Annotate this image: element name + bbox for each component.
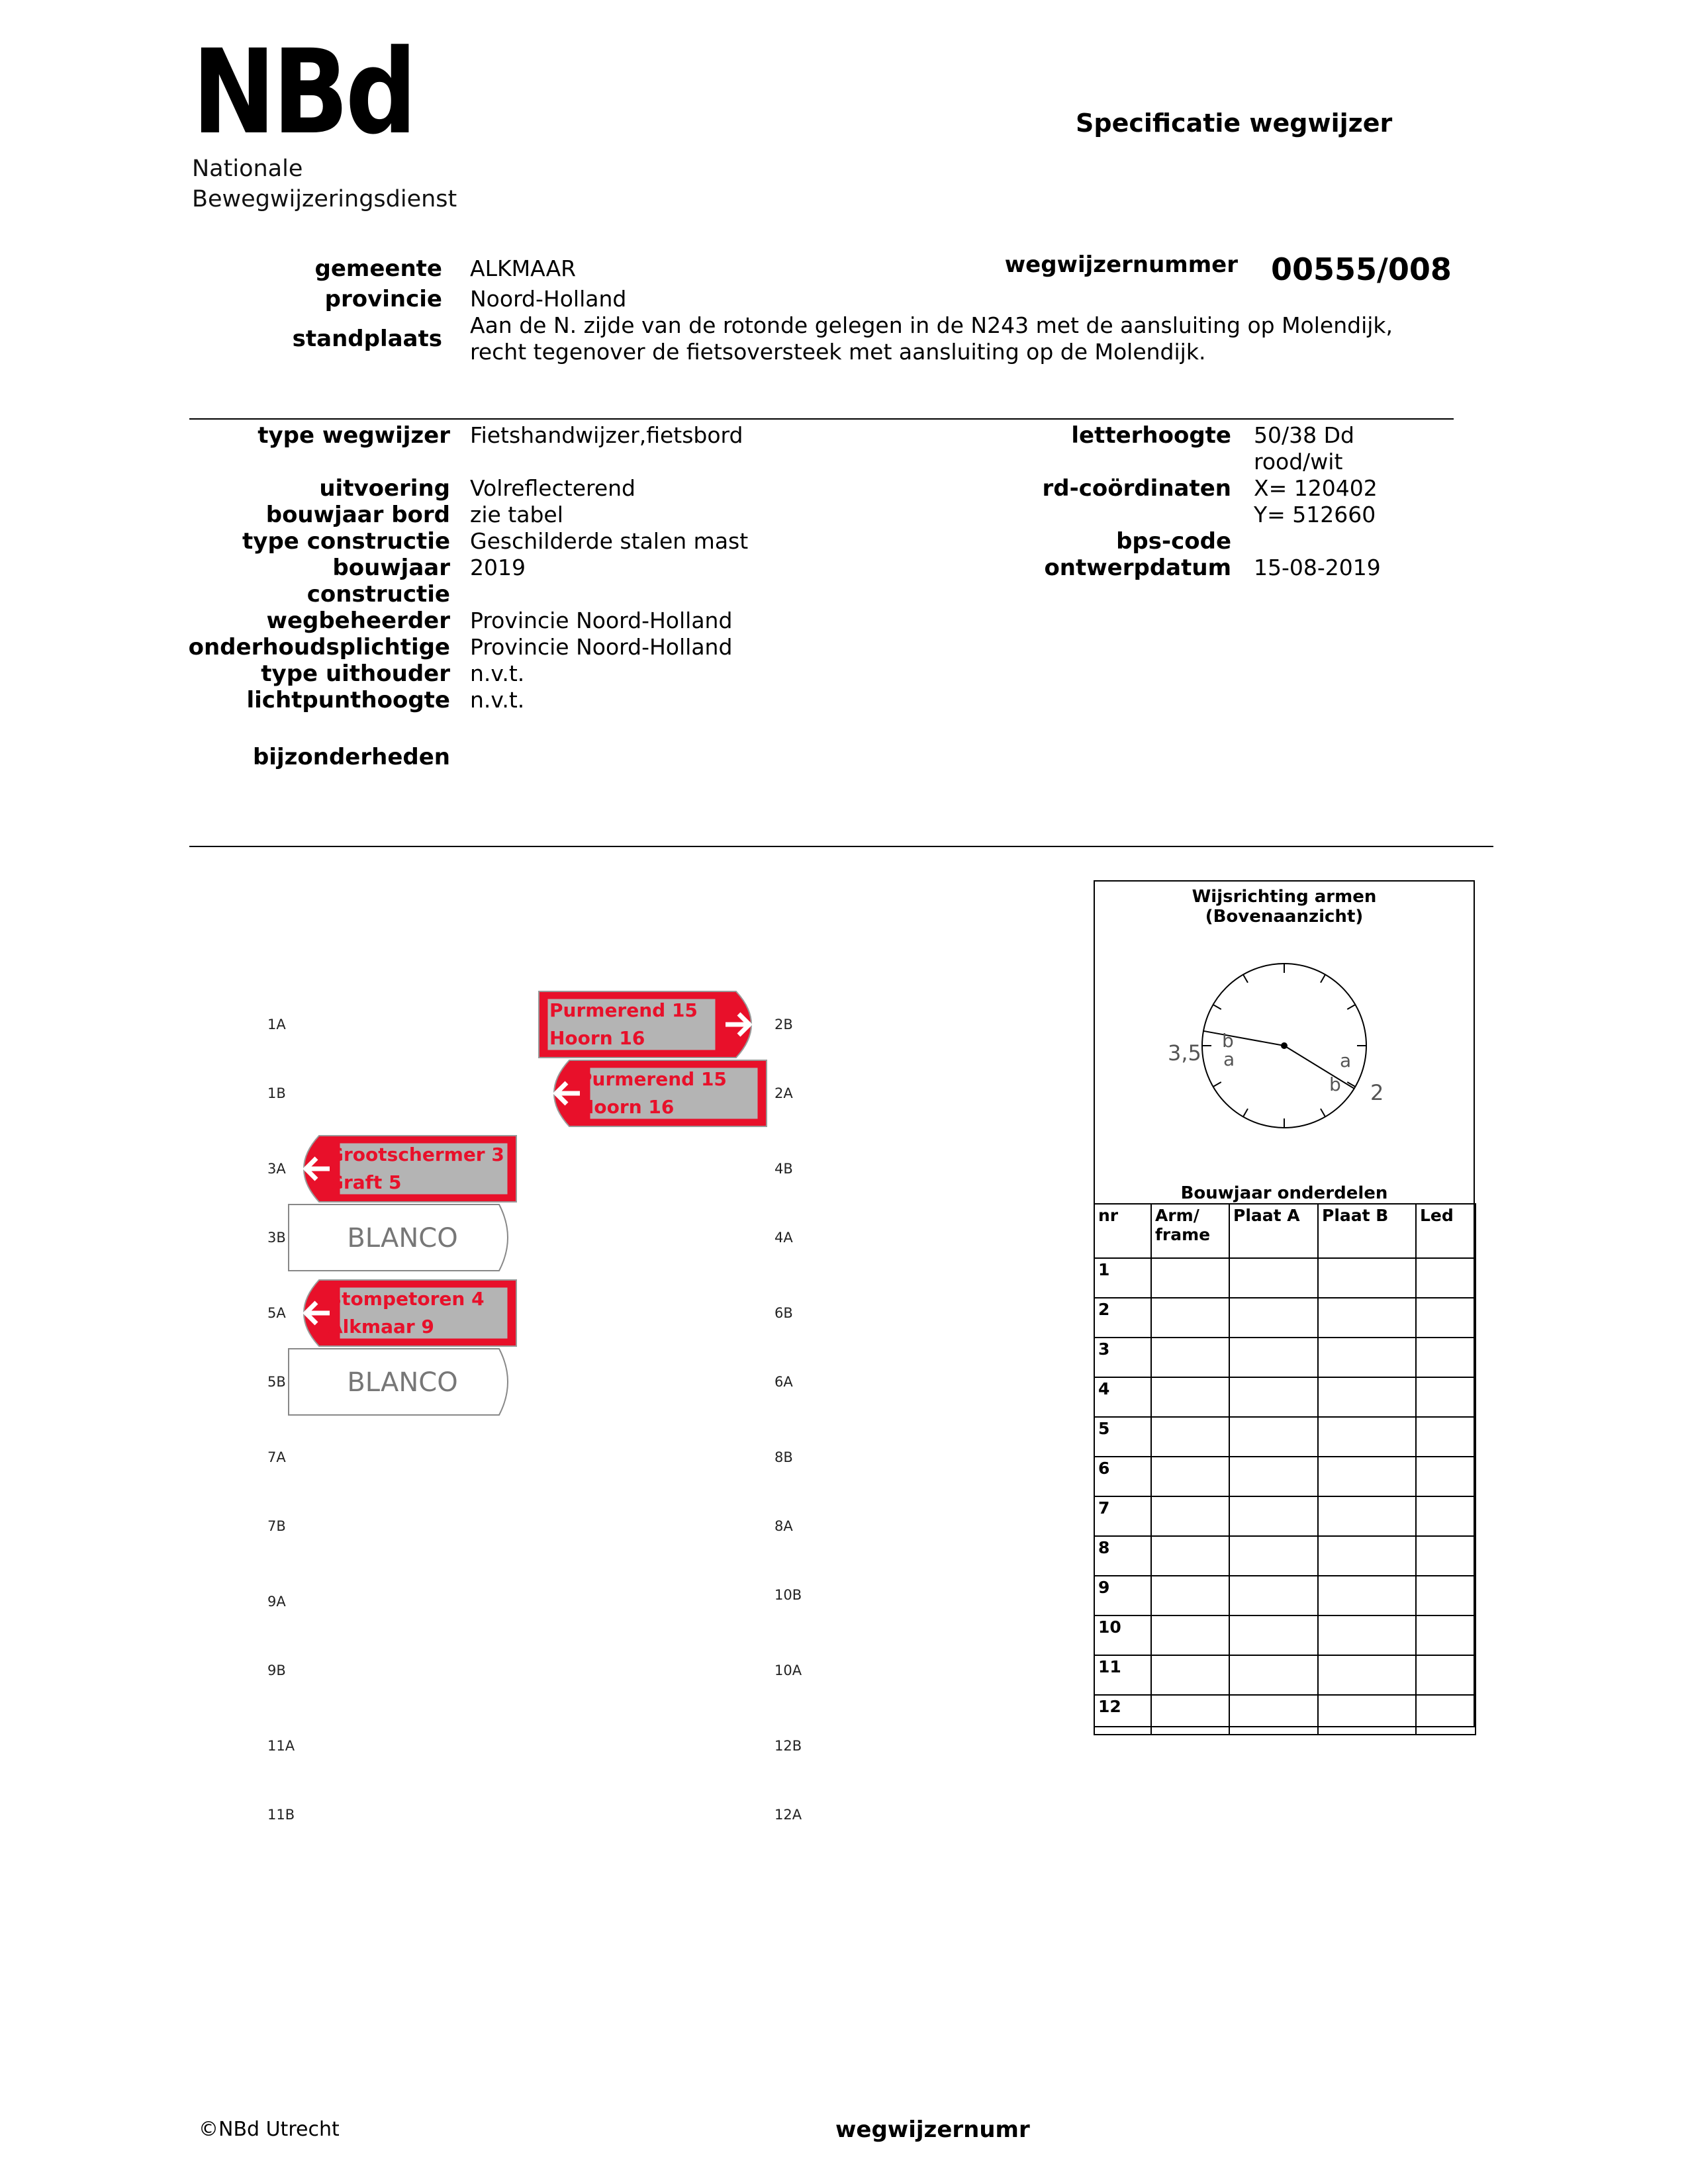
gemeente-value: ALKMAAR — [470, 255, 577, 281]
slot-label: 9B — [267, 1662, 286, 1678]
slot-label: 10A — [774, 1662, 802, 1678]
divider-top — [189, 418, 1454, 420]
ontwerpdatum-value: 15-08-2019 — [1254, 555, 1381, 580]
type-uithouder-label: type uithouder — [261, 660, 450, 687]
empty-cell — [1229, 1377, 1318, 1417]
empty-cell — [1318, 1695, 1416, 1735]
direction-arm — [1203, 1031, 1284, 1046]
empty-cell — [1229, 1655, 1318, 1695]
table-row — [1094, 1298, 1476, 1338]
slot-label: 8A — [774, 1518, 793, 1534]
empty-cell — [1151, 1298, 1229, 1338]
slot-label: 5A — [267, 1305, 286, 1321]
table-row — [1094, 1417, 1476, 1457]
type-wegwijzer-label: type wegwijzer — [258, 422, 450, 449]
nbd-logo: NBd — [192, 24, 414, 160]
divider-bottom — [189, 846, 1493, 847]
slot-label: 3A — [267, 1161, 286, 1177]
type-wegwijzer-value: Fietshandwijzer,fietsbord — [470, 422, 743, 448]
empty-cell — [1416, 1457, 1476, 1496]
empty-cell — [1416, 1377, 1476, 1417]
letterkleur-value: rood/wit — [1254, 449, 1343, 475]
rd-y-value: Y= 512660 — [1254, 502, 1376, 527]
row-number: 6 — [1094, 1457, 1151, 1496]
row-number: 8 — [1094, 1536, 1151, 1576]
empty-cell — [1416, 1695, 1476, 1735]
standplaats-line-1: Aan de N. zijde van de rotonde gelegen in de N243 met de aansluiting op Molendijk, — [470, 312, 1393, 338]
empty-cell — [1151, 1258, 1229, 1298]
empty-cell — [1229, 1615, 1318, 1655]
onderhoudsplichtige-label: onderhoudsplichtige — [188, 634, 450, 660]
empty-cell — [1151, 1695, 1229, 1735]
table-row — [1094, 1695, 1476, 1735]
empty-cell — [1229, 1298, 1318, 1338]
slot-label: 11A — [267, 1738, 295, 1754]
slot-label: 4B — [774, 1161, 793, 1177]
parts-title: Bouwjaar onderdelen — [1180, 1183, 1388, 1203]
right-arm-a: a — [1340, 1050, 1352, 1071]
empty-cell — [1318, 1258, 1416, 1298]
slot-label: 7B — [267, 1518, 286, 1534]
empty-cell — [1229, 1695, 1318, 1735]
left-arm-b: b — [1222, 1030, 1234, 1052]
sign-3A — [287, 1134, 518, 1203]
bouwjaar-bord-value: zie tabel — [470, 502, 563, 527]
empty-cell — [1229, 1258, 1318, 1298]
empty-cell — [1229, 1417, 1318, 1457]
lichtpunthoogte-value: n.v.t. — [470, 687, 525, 713]
empty-cell — [1151, 1457, 1229, 1496]
empty-cell — [1416, 1655, 1476, 1695]
slot-label: 11B — [267, 1807, 295, 1823]
row-number: 1 — [1094, 1258, 1151, 1298]
slot-label: 6A — [774, 1374, 793, 1390]
empty-cell — [1318, 1536, 1416, 1576]
empty-cell — [1151, 1338, 1229, 1377]
bouwjaar-constructie-label-1: bouwjaar — [332, 555, 450, 581]
letterhoogte-label: letterhoogte — [1071, 422, 1231, 449]
row-number: 5 — [1094, 1417, 1151, 1457]
sign-2A-line-1: Purmerend 15 — [579, 1068, 727, 1090]
slot-label: 10B — [774, 1587, 802, 1603]
slot-label: 8B — [774, 1449, 793, 1465]
table-row — [1094, 1457, 1476, 1496]
row-number: 12 — [1094, 1695, 1151, 1735]
empty-cell — [1151, 1615, 1229, 1655]
right-arm-value: 2 — [1370, 1080, 1384, 1105]
right-arm-b: b — [1329, 1073, 1341, 1095]
uitvoering-value: Volreflecterend — [470, 475, 635, 501]
rd-coordinaten-label: rd-coördinaten — [1042, 475, 1231, 502]
empty-cell — [1416, 1615, 1476, 1655]
table-row — [1094, 1338, 1476, 1377]
slot-label: 5B — [267, 1374, 286, 1390]
sign-5A — [287, 1279, 518, 1347]
col-plaat-b: Plaat B — [1318, 1204, 1416, 1258]
standplaats-line-2: recht tegenover de fietsoversteek met aansluiting op de Molendijk. — [470, 339, 1206, 365]
empty-cell — [1318, 1417, 1416, 1457]
empty-cell — [1318, 1298, 1416, 1338]
empty-cell — [1151, 1496, 1229, 1536]
sign-3A-line-2: Graft 5 — [328, 1171, 402, 1193]
clock-tick — [1347, 1005, 1355, 1009]
clock-tick — [1243, 975, 1248, 983]
table-row — [1094, 1496, 1476, 1536]
empty-cell — [1416, 1298, 1476, 1338]
clock-diagram — [1095, 928, 1474, 1146]
left-arm-value: 3,5 — [1168, 1040, 1201, 1066]
slot-label: 2B — [774, 1017, 793, 1032]
empty-cell — [1229, 1576, 1318, 1615]
sign-2B — [538, 990, 768, 1059]
slot-label: 1A — [267, 1017, 286, 1032]
type-constructie-value: Geschilderde stalen mast — [470, 528, 749, 554]
empty-cell — [1318, 1615, 1416, 1655]
row-number: 7 — [1094, 1496, 1151, 1536]
lichtpunthoogte-label: lichtpunthoogte — [246, 687, 450, 713]
empty-cell — [1318, 1496, 1416, 1536]
clock-tick — [1321, 975, 1325, 983]
bijzonderheden-label: bijzonderheden — [252, 744, 450, 770]
clock-tick — [1213, 1082, 1221, 1087]
empty-cell — [1229, 1457, 1318, 1496]
table-row — [1094, 1615, 1476, 1655]
slot-label: 2A — [774, 1085, 793, 1101]
footer-copyright: ©NBd Utrecht — [199, 2118, 340, 2141]
sign-2B-line-1: Purmerend 15 — [549, 999, 698, 1021]
left-arm-a: a — [1223, 1048, 1235, 1070]
empty-cell — [1318, 1377, 1416, 1417]
empty-cell — [1318, 1457, 1416, 1496]
bouwjaar-constructie-value: 2019 — [470, 555, 526, 580]
empty-cell — [1416, 1258, 1476, 1298]
table-row — [1094, 1655, 1476, 1695]
wegwijzernummer-value: 00555/008 — [1271, 251, 1452, 287]
bouwjaar-bord-label: bouwjaar bord — [265, 502, 450, 528]
empty-cell — [1229, 1338, 1318, 1377]
ontwerpdatum-label: ontwerpdatum — [1044, 555, 1231, 581]
clock-tick — [1321, 1109, 1325, 1116]
empty-cell — [1151, 1417, 1229, 1457]
slot-label: 9A — [267, 1594, 286, 1610]
gemeente-label: gemeente — [314, 255, 442, 282]
type-uithouder-value: n.v.t. — [470, 660, 525, 686]
wegwijzernummer-label: wegwijzernummer — [1004, 251, 1238, 278]
sign-2A — [538, 1059, 768, 1128]
sign-3B-blanco — [287, 1203, 518, 1272]
sign-5B-blanco — [287, 1347, 518, 1416]
provincie-value: Noord-Holland — [470, 286, 627, 312]
empty-cell — [1151, 1576, 1229, 1615]
sign-3B-text: BLANCO — [347, 1223, 458, 1253]
empty-cell — [1318, 1576, 1416, 1615]
sign-2B-line-2: Hoorn 16 — [549, 1027, 645, 1049]
col-led: Led — [1416, 1204, 1476, 1258]
letterhoogte-value: 50/38 Dd — [1254, 422, 1354, 448]
sign-5B-text: BLANCO — [347, 1367, 458, 1398]
bps-code-label: bps-code — [1116, 528, 1231, 555]
direction-title: Wijsrichting armen — [1192, 887, 1377, 907]
standplaats-label: standplaats — [292, 326, 442, 352]
clock-tick — [1243, 1109, 1248, 1116]
row-number: 9 — [1094, 1576, 1151, 1615]
provincie-label: provincie — [324, 286, 442, 312]
empty-cell — [1151, 1536, 1229, 1576]
table-row — [1094, 1536, 1476, 1576]
table-row — [1094, 1576, 1476, 1615]
empty-cell — [1318, 1655, 1416, 1695]
slot-label: 3B — [267, 1230, 286, 1246]
slot-label: 4A — [774, 1230, 793, 1246]
document-title: Specificatie wegwijzer — [1076, 109, 1393, 138]
slot-label: 7A — [267, 1449, 286, 1465]
wegbeheerder-value: Provincie Noord-Holland — [470, 608, 733, 633]
sign-2A-line-2: Hoorn 16 — [579, 1096, 675, 1118]
empty-cell — [1151, 1377, 1229, 1417]
slot-label: 6B — [774, 1305, 793, 1321]
row-number: 4 — [1094, 1377, 1151, 1417]
empty-cell — [1151, 1655, 1229, 1695]
col-nr: nr — [1094, 1204, 1151, 1258]
footer-number: wegwijzernumr — [835, 2116, 1030, 2143]
uitvoering-label: uitvoering — [319, 475, 450, 502]
logo-line-2: Bewegwijzeringsdienst — [192, 186, 457, 212]
row-number: 11 — [1094, 1655, 1151, 1695]
sign-5A-line-2: Alkmaar 9 — [328, 1316, 434, 1338]
table-row — [1094, 1258, 1476, 1298]
type-constructie-label: type constructie — [242, 528, 450, 555]
row-number: 3 — [1094, 1338, 1151, 1377]
empty-cell — [1416, 1417, 1476, 1457]
bouwjaar-constructie-label-2: constructie — [306, 581, 450, 608]
empty-cell — [1416, 1576, 1476, 1615]
empty-cell — [1229, 1536, 1318, 1576]
empty-cell — [1318, 1338, 1416, 1377]
rd-x-value: X= 120402 — [1254, 475, 1378, 501]
row-number: 2 — [1094, 1298, 1151, 1338]
sign-5A-line-1: Stompetoren 4 — [328, 1288, 485, 1310]
wegbeheerder-label: wegbeheerder — [266, 608, 450, 634]
empty-cell — [1416, 1496, 1476, 1536]
slot-label: 12A — [774, 1807, 802, 1823]
clock-tick — [1213, 1005, 1221, 1009]
col-arm: Arm/ frame — [1151, 1204, 1229, 1258]
row-number: 10 — [1094, 1615, 1151, 1655]
col-plaat-a: Plaat A — [1229, 1204, 1318, 1258]
empty-cell — [1229, 1496, 1318, 1536]
parts-table — [1094, 1203, 1476, 1735]
slot-label: 12B — [774, 1738, 802, 1754]
onderhoudsplichtige-value: Provincie Noord-Holland — [470, 634, 733, 660]
empty-cell — [1416, 1338, 1476, 1377]
sign-3A-line-1: Grootschermer 3 — [328, 1144, 504, 1165]
logo-subtitle — [192, 154, 457, 214]
empty-cell — [1416, 1536, 1476, 1576]
slot-label: 1B — [267, 1085, 286, 1101]
logo-line-1: Nationale — [192, 156, 303, 182]
table-row — [1094, 1377, 1476, 1417]
direction-subtitle: (Bovenaanzicht) — [1205, 907, 1364, 927]
